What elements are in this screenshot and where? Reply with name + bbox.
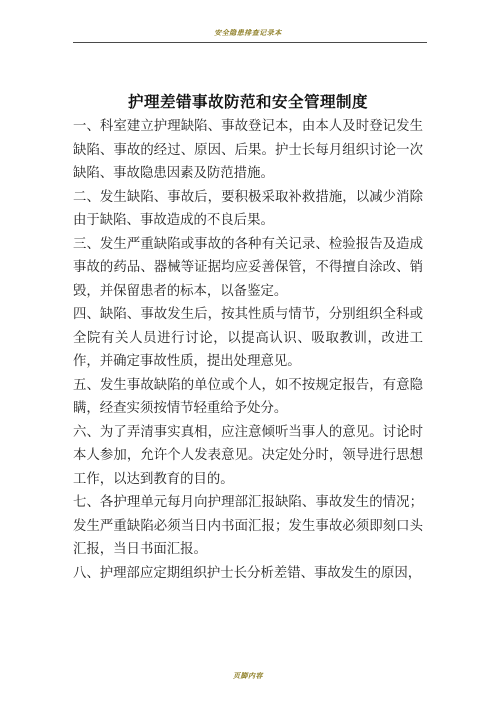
- paragraph-4: 四、缺陷、事故发生后，按其性质与情节，分别组织全科或全院有关人员进行讨论，以提高认识、吸取教训，改进工作，并确定事故性质，提出处理意见。: [73, 307, 423, 369]
- document-title: 护理差错事故防范和安全管理制度: [127, 92, 368, 111]
- document-body: [73, 115, 423, 585]
- page-footer: 页脚内容: [233, 671, 263, 680]
- paragraph-8: 八、护理部应定期组织护士长分析差错、事故发生的原因，: [73, 565, 422, 581]
- paragraph-3: 三、发生严重缺陷或事故的各种有关记录、检验报告及造成事故的药品、器械等证据均应妥善保管，不得擅自涂改、销毁，并保留患者的标本，以备鉴定。: [73, 236, 423, 299]
- page-header: 安全隐患排查记录本: [214, 28, 282, 37]
- paragraph-6: 六、为了弄清事实真相，应注意倾听当事人的意见。讨论时本人参加，允许个人发表意见。决定处分时，领导进行思想工作，以达到教育的目的。: [73, 424, 423, 487]
- paragraph-5: 五、发生事故缺陷的单位或个人，如不按规定报告，有意隐瞒，经查实须按情节轻重给予处分。: [73, 377, 423, 416]
- paragraph-7: 七、各护理单元每月向护理部汇报缺陷、事故发生的情况；发生严重缺陷必须当日内书面汇报；发生事故必须即刻口头汇报，当日书面汇报。: [73, 495, 423, 557]
- header-divider: [73, 42, 427, 43]
- paragraph-2: 二、发生缺陷、事故后，要积极采取补救措施，以减少消除由于缺陷、事故造成的不良后果。: [73, 189, 423, 228]
- paragraph-1: 一、科室建立护理缺陷、事故登记本，由本人及时登记发生缺陷、事故的经过、原因、后果。护士长每月组织讨论一次缺陷、事故隐患因素及防范措施。: [73, 119, 423, 181]
